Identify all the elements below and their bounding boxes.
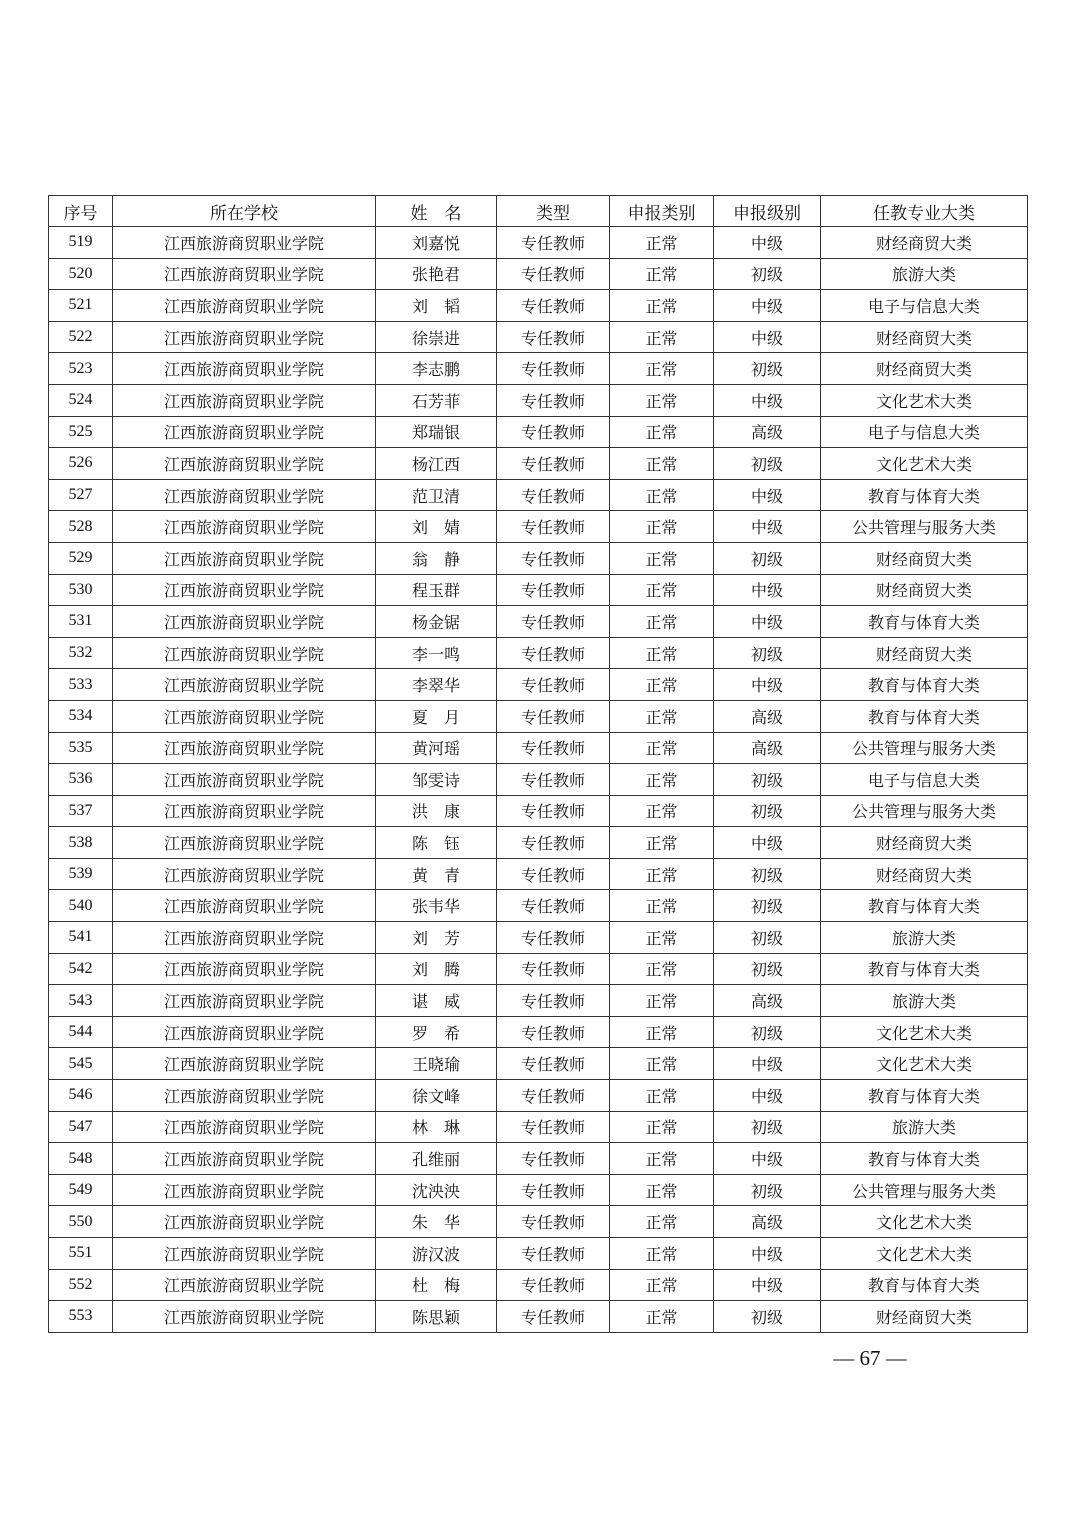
cell-subject-category: 旅游大类 xyxy=(821,985,1028,1017)
cell-application-category: 正常 xyxy=(610,953,714,985)
cell-serial-no: 526 xyxy=(49,448,113,480)
cell-name: 陈 钰 xyxy=(376,827,497,859)
cell-name: 程玉群 xyxy=(376,574,497,606)
cell-name: 刘 婧 xyxy=(376,511,497,543)
cell-application-level: 中级 xyxy=(714,384,821,416)
header-type: 类型 xyxy=(497,196,610,227)
table-row xyxy=(49,985,1028,1017)
cell-serial-no: 527 xyxy=(49,479,113,511)
cell-type: 专任教师 xyxy=(497,985,610,1017)
cell-application-category: 正常 xyxy=(610,922,714,954)
cell-application-category: 正常 xyxy=(610,1080,714,1112)
cell-application-level: 高级 xyxy=(714,985,821,1017)
cell-type: 专任教师 xyxy=(497,1269,610,1301)
table-row xyxy=(49,606,1028,638)
cell-serial-no: 540 xyxy=(49,890,113,922)
cell-application-level: 中级 xyxy=(714,606,821,638)
cell-application-level: 中级 xyxy=(714,1238,821,1270)
cell-name: 朱 华 xyxy=(376,1206,497,1238)
cell-type: 专任教师 xyxy=(497,1111,610,1143)
cell-name: 杜 梅 xyxy=(376,1269,497,1301)
cell-name: 杨江西 xyxy=(376,448,497,480)
cell-application-category: 正常 xyxy=(610,353,714,385)
table-row xyxy=(49,511,1028,543)
cell-type: 专任教师 xyxy=(497,606,610,638)
cell-application-level: 初级 xyxy=(714,1301,821,1333)
cell-application-category: 正常 xyxy=(610,258,714,290)
header-name: 姓 名 xyxy=(376,196,497,227)
cell-application-category: 正常 xyxy=(610,384,714,416)
cell-application-category: 正常 xyxy=(610,1301,714,1333)
cell-school: 江西旅游商贸职业学院 xyxy=(113,1269,376,1301)
table-row xyxy=(49,227,1028,259)
cell-serial-no: 551 xyxy=(49,1238,113,1270)
cell-application-category: 正常 xyxy=(610,1206,714,1238)
cell-serial-no: 542 xyxy=(49,953,113,985)
cell-type: 专任教师 xyxy=(497,732,610,764)
cell-application-level: 中级 xyxy=(714,1143,821,1175)
cell-application-category: 正常 xyxy=(610,890,714,922)
cell-name: 刘 腾 xyxy=(376,953,497,985)
cell-name: 李志鹏 xyxy=(376,353,497,385)
cell-school: 江西旅游商贸职业学院 xyxy=(113,1238,376,1270)
table-row xyxy=(49,1301,1028,1333)
cell-school: 江西旅游商贸职业学院 xyxy=(113,227,376,259)
table-row xyxy=(49,353,1028,385)
table-row xyxy=(49,1016,1028,1048)
cell-type: 专任教师 xyxy=(497,542,610,574)
cell-type: 专任教师 xyxy=(497,764,610,796)
cell-subject-category: 公共管理与服务大类 xyxy=(821,1174,1028,1206)
cell-name: 范卫清 xyxy=(376,479,497,511)
cell-school: 江西旅游商贸职业学院 xyxy=(113,637,376,669)
cell-subject-category: 教育与体育大类 xyxy=(821,1143,1028,1175)
cell-type: 专任教师 xyxy=(497,1206,610,1238)
table-row xyxy=(49,1269,1028,1301)
cell-application-level: 初级 xyxy=(714,1174,821,1206)
cell-serial-no: 539 xyxy=(49,858,113,890)
cell-school: 江西旅游商贸职业学院 xyxy=(113,1143,376,1175)
cell-subject-category: 旅游大类 xyxy=(821,922,1028,954)
cell-application-level: 初级 xyxy=(714,448,821,480)
cell-application-level: 中级 xyxy=(714,290,821,322)
cell-school: 江西旅游商贸职业学院 xyxy=(113,321,376,353)
cell-name: 黄河瑶 xyxy=(376,732,497,764)
cell-name: 翁 静 xyxy=(376,542,497,574)
cell-name: 石芳菲 xyxy=(376,384,497,416)
cell-subject-category: 文化艺术大类 xyxy=(821,1238,1028,1270)
cell-name: 罗 希 xyxy=(376,1016,497,1048)
table-row xyxy=(49,1111,1028,1143)
cell-subject-category: 文化艺术大类 xyxy=(821,1206,1028,1238)
table-body xyxy=(49,227,1028,1333)
table-row xyxy=(49,764,1028,796)
cell-type: 专任教师 xyxy=(497,637,610,669)
cell-school: 江西旅游商贸职业学院 xyxy=(113,1301,376,1333)
table-row xyxy=(49,795,1028,827)
cell-school: 江西旅游商贸职业学院 xyxy=(113,985,376,1017)
cell-name: 林 琳 xyxy=(376,1111,497,1143)
table-row xyxy=(49,1143,1028,1175)
cell-subject-category: 财经商贸大类 xyxy=(821,637,1028,669)
cell-subject-category: 教育与体育大类 xyxy=(821,1269,1028,1301)
cell-name: 张韦华 xyxy=(376,890,497,922)
cell-name: 李一鸣 xyxy=(376,637,497,669)
cell-school: 江西旅游商贸职业学院 xyxy=(113,1174,376,1206)
page-number: — 67 — xyxy=(833,1346,907,1370)
cell-serial-no: 529 xyxy=(49,542,113,574)
cell-subject-category: 公共管理与服务大类 xyxy=(821,511,1028,543)
table-row xyxy=(49,542,1028,574)
cell-school: 江西旅游商贸职业学院 xyxy=(113,764,376,796)
cell-type: 专任教师 xyxy=(497,795,610,827)
cell-application-category: 正常 xyxy=(610,732,714,764)
cell-serial-no: 534 xyxy=(49,700,113,732)
cell-serial-no: 536 xyxy=(49,764,113,796)
cell-serial-no: 533 xyxy=(49,669,113,701)
cell-serial-no: 544 xyxy=(49,1016,113,1048)
cell-application-level: 初级 xyxy=(714,764,821,796)
cell-application-level: 初级 xyxy=(714,890,821,922)
cell-application-level: 中级 xyxy=(714,1269,821,1301)
cell-school: 江西旅游商贸职业学院 xyxy=(113,732,376,764)
cell-application-category: 正常 xyxy=(610,1016,714,1048)
cell-subject-category: 文化艺术大类 xyxy=(821,448,1028,480)
cell-application-level: 高级 xyxy=(714,1206,821,1238)
cell-name: 李翠华 xyxy=(376,669,497,701)
cell-name: 王晓瑜 xyxy=(376,1048,497,1080)
cell-type: 专任教师 xyxy=(497,890,610,922)
cell-school: 江西旅游商贸职业学院 xyxy=(113,1111,376,1143)
cell-application-category: 正常 xyxy=(610,795,714,827)
cell-type: 专任教师 xyxy=(497,511,610,543)
table-row xyxy=(49,290,1028,322)
cell-application-level: 初级 xyxy=(714,795,821,827)
cell-application-level: 中级 xyxy=(714,511,821,543)
table-row xyxy=(49,953,1028,985)
cell-subject-category: 财经商贸大类 xyxy=(821,574,1028,606)
cell-subject-category: 文化艺术大类 xyxy=(821,384,1028,416)
cell-application-category: 正常 xyxy=(610,1174,714,1206)
cell-serial-no: 523 xyxy=(49,353,113,385)
table-row xyxy=(49,448,1028,480)
cell-application-category: 正常 xyxy=(610,669,714,701)
cell-school: 江西旅游商贸职业学院 xyxy=(113,353,376,385)
table-row xyxy=(49,258,1028,290)
cell-application-category: 正常 xyxy=(610,764,714,796)
cell-school: 江西旅游商贸职业学院 xyxy=(113,290,376,322)
table-row xyxy=(49,1080,1028,1112)
table-row xyxy=(49,1206,1028,1238)
cell-name: 刘嘉悦 xyxy=(376,227,497,259)
cell-school: 江西旅游商贸职业学院 xyxy=(113,669,376,701)
cell-type: 专任教师 xyxy=(497,227,610,259)
cell-school: 江西旅游商贸职业学院 xyxy=(113,542,376,574)
cell-serial-no: 525 xyxy=(49,416,113,448)
cell-type: 专任教师 xyxy=(497,922,610,954)
cell-application-level: 初级 xyxy=(714,1111,821,1143)
cell-name: 徐文峰 xyxy=(376,1080,497,1112)
cell-school: 江西旅游商贸职业学院 xyxy=(113,1206,376,1238)
cell-type: 专任教师 xyxy=(497,827,610,859)
cell-subject-category: 教育与体育大类 xyxy=(821,669,1028,701)
table-row xyxy=(49,416,1028,448)
header-application-category: 申报类别 xyxy=(610,196,714,227)
cell-school: 江西旅游商贸职业学院 xyxy=(113,1048,376,1080)
cell-application-category: 正常 xyxy=(610,606,714,638)
cell-serial-no: 531 xyxy=(49,606,113,638)
table-row xyxy=(49,922,1028,954)
cell-serial-no: 532 xyxy=(49,637,113,669)
cell-type: 专任教师 xyxy=(497,1238,610,1270)
cell-type: 专任教师 xyxy=(497,384,610,416)
cell-application-level: 中级 xyxy=(714,227,821,259)
cell-school: 江西旅游商贸职业学院 xyxy=(113,384,376,416)
cell-type: 专任教师 xyxy=(497,1174,610,1206)
cell-application-level: 初级 xyxy=(714,258,821,290)
header-subject-category: 任教专业大类 xyxy=(821,196,1028,227)
cell-application-level: 初级 xyxy=(714,353,821,385)
cell-serial-no: 530 xyxy=(49,574,113,606)
cell-name: 沈泱泱 xyxy=(376,1174,497,1206)
cell-school: 江西旅游商贸职业学院 xyxy=(113,922,376,954)
table-row xyxy=(49,321,1028,353)
cell-application-category: 正常 xyxy=(610,416,714,448)
cell-name: 孔维丽 xyxy=(376,1143,497,1175)
cell-type: 专任教师 xyxy=(497,258,610,290)
cell-name: 陈思颖 xyxy=(376,1301,497,1333)
header-application-level: 申报级别 xyxy=(714,196,821,227)
cell-school: 江西旅游商贸职业学院 xyxy=(113,606,376,638)
cell-subject-category: 财经商贸大类 xyxy=(821,1301,1028,1333)
table-row xyxy=(49,479,1028,511)
cell-subject-category: 文化艺术大类 xyxy=(821,1048,1028,1080)
cell-type: 专任教师 xyxy=(497,700,610,732)
cell-application-level: 高级 xyxy=(714,700,821,732)
cell-name: 邹雯诗 xyxy=(376,764,497,796)
cell-application-level: 初级 xyxy=(714,1016,821,1048)
cell-name: 刘 芳 xyxy=(376,922,497,954)
cell-type: 专任教师 xyxy=(497,574,610,606)
table-row xyxy=(49,827,1028,859)
table-row xyxy=(49,574,1028,606)
cell-application-category: 正常 xyxy=(610,448,714,480)
cell-serial-no: 524 xyxy=(49,384,113,416)
cell-type: 专任教师 xyxy=(497,858,610,890)
cell-school: 江西旅游商贸职业学院 xyxy=(113,574,376,606)
cell-serial-no: 550 xyxy=(49,1206,113,1238)
cell-serial-no: 537 xyxy=(49,795,113,827)
cell-application-category: 正常 xyxy=(610,479,714,511)
cell-application-level: 初级 xyxy=(714,953,821,985)
cell-application-level: 高级 xyxy=(714,732,821,764)
cell-subject-category: 财经商贸大类 xyxy=(821,858,1028,890)
cell-serial-no: 522 xyxy=(49,321,113,353)
cell-subject-category: 教育与体育大类 xyxy=(821,700,1028,732)
cell-application-level: 初级 xyxy=(714,858,821,890)
header-school: 所在学校 xyxy=(113,196,376,227)
cell-type: 专任教师 xyxy=(497,1048,610,1080)
cell-subject-category: 财经商贸大类 xyxy=(821,321,1028,353)
cell-application-level: 中级 xyxy=(714,1048,821,1080)
cell-type: 专任教师 xyxy=(497,321,610,353)
cell-school: 江西旅游商贸职业学院 xyxy=(113,858,376,890)
cell-application-category: 正常 xyxy=(610,290,714,322)
cell-application-category: 正常 xyxy=(610,1269,714,1301)
cell-subject-category: 公共管理与服务大类 xyxy=(821,795,1028,827)
teacher-list-table xyxy=(48,195,1028,1333)
cell-application-category: 正常 xyxy=(610,1238,714,1270)
cell-application-level: 初级 xyxy=(714,922,821,954)
cell-serial-no: 547 xyxy=(49,1111,113,1143)
table-row xyxy=(49,890,1028,922)
cell-application-level: 初级 xyxy=(714,637,821,669)
cell-serial-no: 528 xyxy=(49,511,113,543)
table-header xyxy=(49,196,1028,227)
cell-serial-no: 520 xyxy=(49,258,113,290)
cell-school: 江西旅游商贸职业学院 xyxy=(113,827,376,859)
cell-serial-no: 546 xyxy=(49,1080,113,1112)
cell-subject-category: 文化艺术大类 xyxy=(821,1016,1028,1048)
header-serial-no: 序号 xyxy=(49,196,113,227)
cell-serial-no: 541 xyxy=(49,922,113,954)
cell-subject-category: 教育与体育大类 xyxy=(821,1080,1028,1112)
cell-application-category: 正常 xyxy=(610,985,714,1017)
cell-name: 刘 韬 xyxy=(376,290,497,322)
cell-school: 江西旅游商贸职业学院 xyxy=(113,511,376,543)
cell-type: 专任教师 xyxy=(497,1080,610,1112)
table-row xyxy=(49,858,1028,890)
cell-application-level: 中级 xyxy=(714,669,821,701)
cell-application-category: 正常 xyxy=(610,511,714,543)
cell-school: 江西旅游商贸职业学院 xyxy=(113,479,376,511)
cell-school: 江西旅游商贸职业学院 xyxy=(113,258,376,290)
cell-application-category: 正常 xyxy=(610,1048,714,1080)
cell-serial-no: 521 xyxy=(49,290,113,322)
cell-school: 江西旅游商贸职业学院 xyxy=(113,795,376,827)
cell-serial-no: 545 xyxy=(49,1048,113,1080)
cell-application-category: 正常 xyxy=(610,1143,714,1175)
cell-serial-no: 548 xyxy=(49,1143,113,1175)
cell-application-category: 正常 xyxy=(610,700,714,732)
cell-type: 专任教师 xyxy=(497,479,610,511)
cell-application-level: 中级 xyxy=(714,574,821,606)
cell-school: 江西旅游商贸职业学院 xyxy=(113,448,376,480)
cell-name: 黄 青 xyxy=(376,858,497,890)
table-row xyxy=(49,1048,1028,1080)
cell-type: 专任教师 xyxy=(497,1016,610,1048)
cell-name: 张艳君 xyxy=(376,258,497,290)
cell-subject-category: 电子与信息大类 xyxy=(821,764,1028,796)
cell-serial-no: 519 xyxy=(49,227,113,259)
table-row xyxy=(49,1174,1028,1206)
cell-subject-category: 教育与体育大类 xyxy=(821,479,1028,511)
cell-serial-no: 552 xyxy=(49,1269,113,1301)
cell-school: 江西旅游商贸职业学院 xyxy=(113,416,376,448)
cell-application-level: 初级 xyxy=(714,542,821,574)
cell-application-category: 正常 xyxy=(610,637,714,669)
cell-name: 徐崇进 xyxy=(376,321,497,353)
cell-serial-no: 543 xyxy=(49,985,113,1017)
cell-type: 专任教师 xyxy=(497,448,610,480)
cell-school: 江西旅游商贸职业学院 xyxy=(113,700,376,732)
cell-type: 专任教师 xyxy=(497,1301,610,1333)
cell-application-category: 正常 xyxy=(610,858,714,890)
cell-type: 专任教师 xyxy=(497,1143,610,1175)
table-row xyxy=(49,669,1028,701)
cell-name: 游汉波 xyxy=(376,1238,497,1270)
cell-school: 江西旅游商贸职业学院 xyxy=(113,1080,376,1112)
cell-type: 专任教师 xyxy=(497,669,610,701)
cell-name: 郑瑞银 xyxy=(376,416,497,448)
header-row xyxy=(49,196,1028,227)
cell-type: 专任教师 xyxy=(497,416,610,448)
cell-serial-no: 553 xyxy=(49,1301,113,1333)
cell-application-level: 中级 xyxy=(714,479,821,511)
cell-subject-category: 财经商贸大类 xyxy=(821,227,1028,259)
table-row xyxy=(49,1238,1028,1270)
cell-subject-category: 公共管理与服务大类 xyxy=(821,732,1028,764)
cell-subject-category: 旅游大类 xyxy=(821,258,1028,290)
cell-subject-category: 电子与信息大类 xyxy=(821,290,1028,322)
cell-subject-category: 教育与体育大类 xyxy=(821,606,1028,638)
cell-application-level: 高级 xyxy=(714,416,821,448)
cell-application-level: 中级 xyxy=(714,827,821,859)
cell-type: 专任教师 xyxy=(497,290,610,322)
cell-subject-category: 教育与体育大类 xyxy=(821,953,1028,985)
table-row xyxy=(49,384,1028,416)
cell-application-level: 中级 xyxy=(714,321,821,353)
cell-subject-category: 财经商贸大类 xyxy=(821,353,1028,385)
cell-name: 洪 康 xyxy=(376,795,497,827)
cell-type: 专任教师 xyxy=(497,353,610,385)
cell-application-category: 正常 xyxy=(610,574,714,606)
cell-subject-category: 教育与体育大类 xyxy=(821,890,1028,922)
cell-application-category: 正常 xyxy=(610,827,714,859)
cell-application-category: 正常 xyxy=(610,321,714,353)
cell-school: 江西旅游商贸职业学院 xyxy=(113,953,376,985)
cell-school: 江西旅游商贸职业学院 xyxy=(113,890,376,922)
cell-subject-category: 财经商贸大类 xyxy=(821,542,1028,574)
cell-school: 江西旅游商贸职业学院 xyxy=(113,1016,376,1048)
cell-type: 专任教师 xyxy=(497,953,610,985)
cell-serial-no: 535 xyxy=(49,732,113,764)
cell-serial-no: 538 xyxy=(49,827,113,859)
table-row xyxy=(49,732,1028,764)
table-row xyxy=(49,637,1028,669)
cell-application-category: 正常 xyxy=(610,542,714,574)
cell-application-level: 中级 xyxy=(714,1080,821,1112)
cell-application-category: 正常 xyxy=(610,227,714,259)
cell-application-category: 正常 xyxy=(610,1111,714,1143)
cell-serial-no: 549 xyxy=(49,1174,113,1206)
cell-subject-category: 财经商贸大类 xyxy=(821,827,1028,859)
cell-name: 谌 威 xyxy=(376,985,497,1017)
cell-subject-category: 电子与信息大类 xyxy=(821,416,1028,448)
table-row xyxy=(49,700,1028,732)
cell-name: 杨金锯 xyxy=(376,606,497,638)
cell-name: 夏 月 xyxy=(376,700,497,732)
cell-subject-category: 旅游大类 xyxy=(821,1111,1028,1143)
